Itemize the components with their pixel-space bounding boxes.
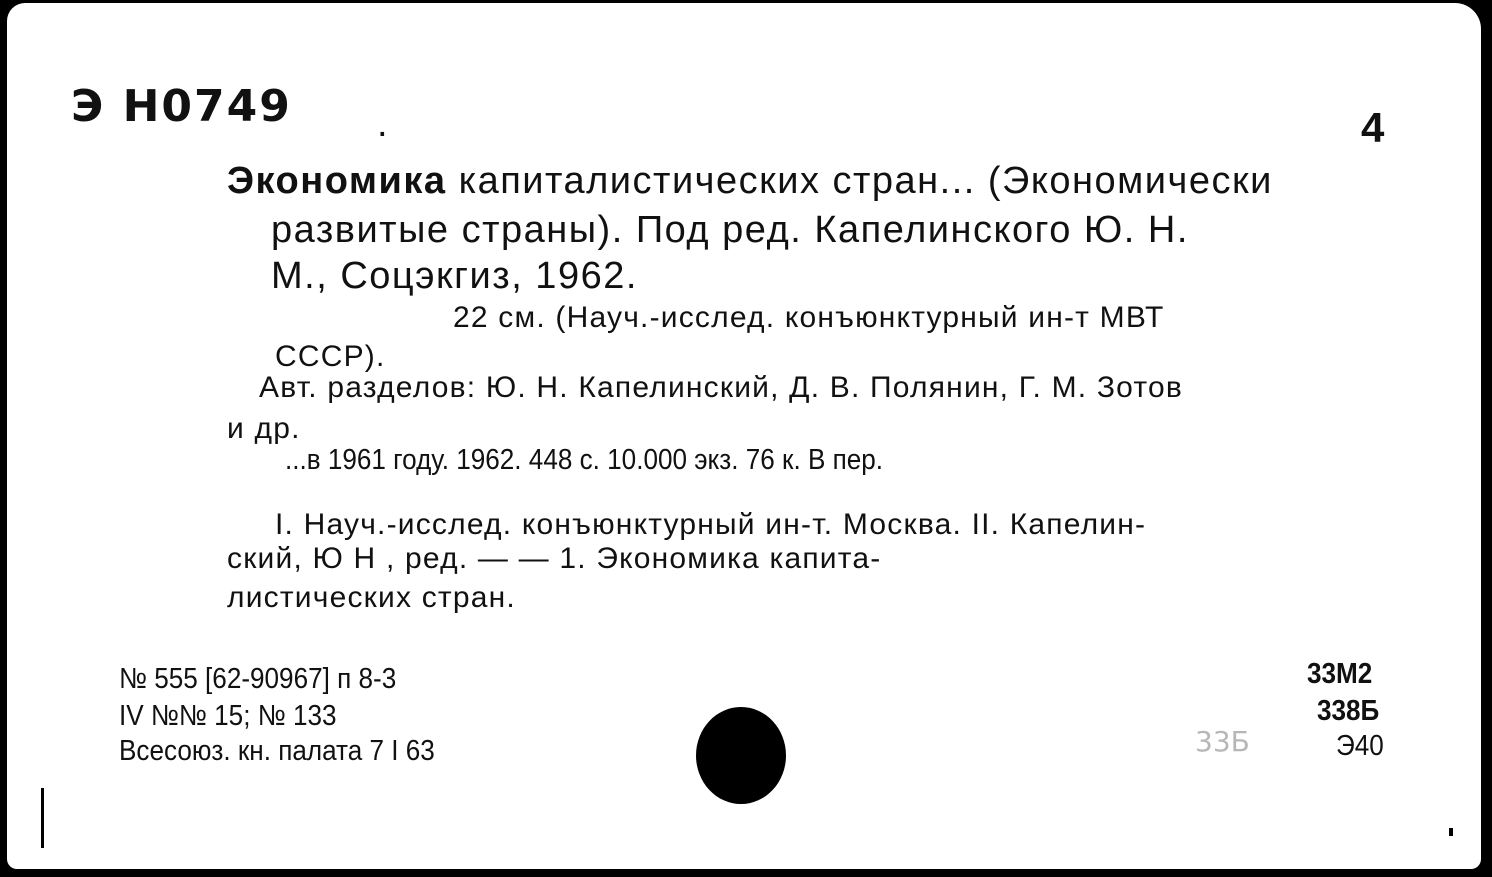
dot-mark: . bbox=[377, 103, 390, 145]
title-bold: Экономика bbox=[227, 160, 447, 202]
catalog-card bbox=[7, 3, 1481, 869]
line-authors: Авт. разделов: Ю. Н. Капелинский, Д. В. Полянин, Г. М. Зотов bbox=[259, 371, 1184, 404]
line-editor: развитые страны). Под ред. Капелинского Ю. Н. bbox=[271, 209, 1189, 251]
speck-mark bbox=[1449, 828, 1453, 836]
faded-stamp: 33Б bbox=[1195, 725, 1250, 758]
line-imprint: М., Соцэкгиз, 1962. bbox=[271, 255, 638, 297]
class-code-1: 33М2 bbox=[1307, 658, 1373, 690]
title-rest: капиталистических стран... (Экономически bbox=[458, 160, 1273, 202]
inventory-number: Э Н0749 bbox=[71, 81, 292, 132]
punch-hole bbox=[696, 707, 786, 804]
edge-mark bbox=[41, 788, 44, 848]
footer-order-number: № 555 [62-90967] п 8-3 bbox=[119, 663, 397, 695]
tracing-line-3: листических стран. bbox=[227, 581, 516, 614]
tracing-line-1: I. Науч.-исслед. конъюнктурный ин-т. Москва. II. Капелин- bbox=[275, 508, 1147, 541]
tracing-line-2: ский, Ю Н , ред. — — 1. Экономика капита- bbox=[227, 542, 882, 575]
class-code-3: Э40 bbox=[1336, 730, 1384, 762]
footer-chamber: Всесоюз. кн. палата 7 I 63 bbox=[119, 735, 435, 767]
line-series: 22 см. (Науч.-исслед. конъюнктурный ин-т МВТ bbox=[453, 301, 1165, 334]
card-count: 4 bbox=[1361, 104, 1386, 151]
class-code-2: 338Б bbox=[1317, 695, 1380, 727]
footer-index: IV №№ 15; № 133 bbox=[119, 700, 337, 732]
line-physical: ...в 1961 году. 1962. 448 с. 10.000 экз. 76 к. В пер. bbox=[285, 444, 884, 476]
line-series-cont: СССР). bbox=[275, 340, 386, 373]
line-authors-cont: и др. bbox=[227, 412, 301, 445]
title-line bbox=[227, 160, 1273, 203]
